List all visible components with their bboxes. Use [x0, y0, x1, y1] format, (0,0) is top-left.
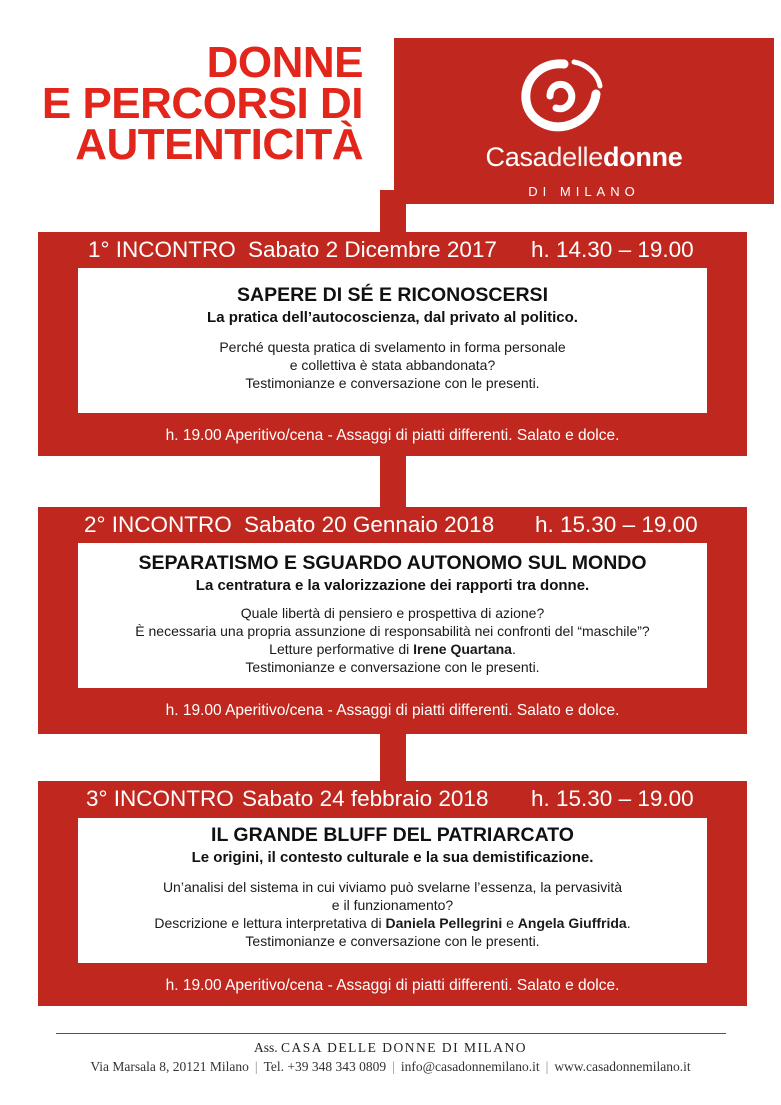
footer-ass-name: CASA DELLE DONNE DI MILANO: [281, 1040, 527, 1055]
session-3: [38, 781, 747, 1006]
footer-ass-prefix: Ass.: [254, 1040, 278, 1055]
poster-title: [41, 38, 363, 169]
session-1-body-line-2: e collettiva è stata abbandonata?: [289, 357, 496, 373]
ribbon-connector-2: [380, 454, 406, 514]
footer-association: [0, 1040, 781, 1056]
footer-website-link[interactable]: www.casadonnemilano.it: [554, 1059, 691, 1074]
footer-separator-2: |: [392, 1059, 395, 1074]
casa-delle-donne-logo-icon: [516, 56, 606, 136]
session-3-body-line-2: e il funzionamento?: [331, 897, 454, 913]
session-3-footer: h. 19.00 Aperitivo/cena - Assaggi di piatti differenti. Salato e dolce.: [165, 977, 620, 994]
session-3-conjunction: e: [502, 915, 518, 931]
ribbon-connector-1: [380, 190, 406, 235]
session-3-body-line-4: Testimonianze e conversazione con le presenti.: [245, 933, 540, 949]
session-1-content: [78, 268, 707, 413]
session-2-heading: SEPARATISMO E SGUARDO AUTONOMO SUL MONDO: [138, 552, 647, 574]
ribbon-connector-3: [380, 730, 406, 785]
session-3-heading: IL GRANDE BLUFF DEL PATRIARCATO: [211, 824, 574, 846]
session-2-reading-period: .: [511, 641, 516, 657]
session-1-time: h. 14.30 – 19.00: [531, 237, 694, 262]
session-2-content: [78, 543, 707, 688]
session-3-body: [78, 878, 707, 950]
session-1-date: Sabato 2 Dicembre 2017: [248, 237, 497, 262]
session-3-content: [78, 818, 707, 963]
title-line-2: E PERCORSI DI: [41, 79, 363, 128]
session-2-performer-name: Irene Quartana: [413, 641, 512, 657]
session-2-subheading: La centratura e la valorizzazione dei rapporti tra donne.: [195, 577, 590, 594]
session-2: [38, 507, 747, 734]
title-line-3: AUTENTICITÀ: [75, 120, 363, 169]
session-2-body: [78, 604, 707, 676]
session-2-body-line-1: Quale libertà di pensiero e prospettiva di azione?: [240, 605, 545, 621]
session-1-subheading: La pratica dell’autocoscienza, dal privato al politico.: [207, 309, 578, 326]
session-3-date: Sabato 24 febbraio 2018: [242, 786, 489, 811]
logo-word-donne: donne: [602, 142, 683, 172]
logo-block: [394, 38, 774, 204]
session-3-reading-prefix: Descrizione e lettura interpretativa di: [154, 915, 386, 931]
session-3-speaker-name-1: Daniela Pellegrini: [385, 915, 503, 931]
session-3-reading-period: .: [626, 915, 631, 931]
footer-separator-1: |: [254, 1059, 258, 1074]
logo-word-casa: Casa: [485, 142, 548, 172]
session-3-subheading: Le origini, il contesto culturale e la sua demistificazione.: [191, 849, 594, 866]
session-1: [38, 232, 747, 456]
footer-address: Via Marsala 8, 20121 Milano: [90, 1059, 249, 1074]
session-3-number: 3° INCONTRO: [86, 786, 234, 811]
session-2-body-line-3: [78, 640, 707, 658]
session-1-body-line-3: Testimonianze e conversazione con le presenti.: [245, 375, 540, 391]
session-3-speaker-name-2: Angela Giuffrida: [517, 915, 627, 931]
session-3-body-line-3: [78, 914, 707, 932]
session-1-footer: h. 19.00 Aperitivo/cena - Assaggi di piatti differenti. Salato e dolce.: [165, 427, 620, 444]
session-2-header: [38, 507, 747, 547]
session-2-number: 2° INCONTRO: [84, 512, 232, 537]
footer-phone: Tel. +39 348 343 0809: [263, 1059, 387, 1074]
session-3-header: [38, 781, 747, 821]
session-1-body: [78, 338, 707, 392]
session-3-time: h. 15.30 – 19.00: [531, 786, 694, 811]
session-2-footer: h. 19.00 Aperitivo/cena - Assaggi di piatti differenti. Salato e dolce.: [165, 702, 620, 719]
footer-email-link[interactable]: info@casadonnemilano.it: [400, 1059, 540, 1074]
session-1-body-line-1: Perché questa pratica di svelamento in forma personale: [219, 339, 566, 355]
session-1-number: 1° INCONTRO: [88, 237, 236, 262]
footer-separator-3: |: [545, 1059, 549, 1074]
title-line-1: DONNE: [206, 38, 363, 87]
session-3-body-line-1: Un’analisi del sistema in cui viviamo può svelarne l’essenza, la pervasività: [162, 879, 623, 895]
session-2-body-line-4: Testimonianze e conversazione con le presenti.: [245, 659, 540, 675]
session-2-body-line-2: È necessaria una propria assunzione di responsabilità nei confronti del “maschile”?: [135, 623, 650, 639]
session-2-reading-prefix: Letture performative di: [269, 641, 414, 657]
logo-subtitle: DI MILANO: [528, 184, 640, 199]
session-2-time: h. 15.30 – 19.00: [535, 512, 698, 537]
session-2-date: Sabato 20 Gennaio 2018: [244, 512, 495, 537]
footer-divider: [56, 1033, 726, 1034]
footer-contacts: [0, 1059, 781, 1075]
session-1-header: [38, 232, 747, 272]
session-1-heading: SAPERE DI SÉ E RICONOSCERSI: [237, 284, 548, 306]
logo-word-delle: delle: [547, 142, 603, 172]
logo-wordmark: [394, 142, 774, 173]
